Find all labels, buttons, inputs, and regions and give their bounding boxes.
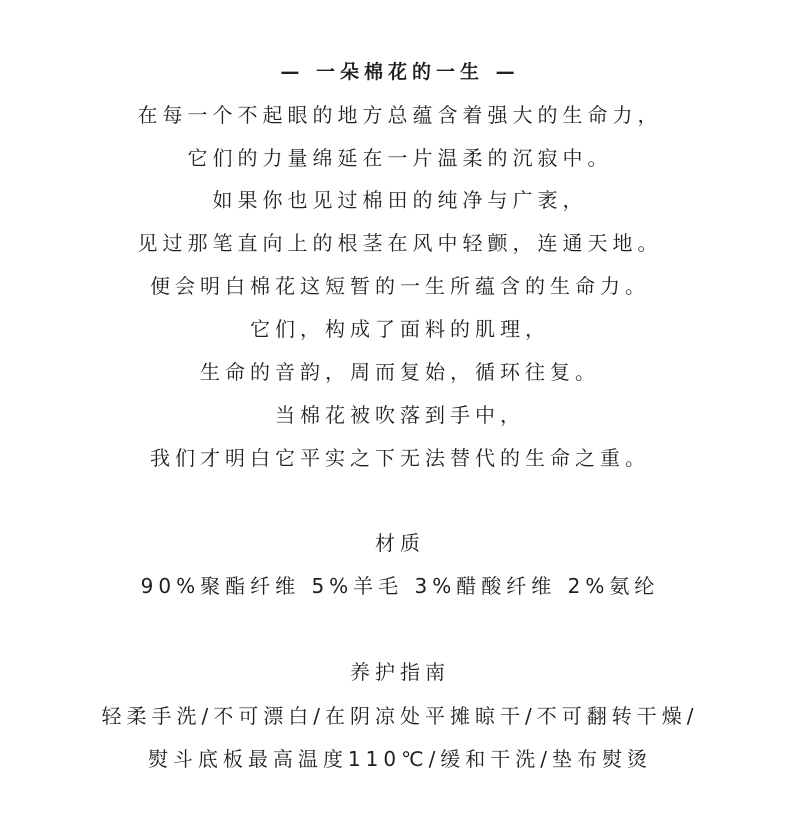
poem-line: 生命的音韵，周而复始，循环往复。 [200, 360, 600, 384]
poem-line: 我们才明白它平实之下无法替代的生命之重。 [150, 446, 650, 470]
care-line: 轻柔手洗/不可漂白/在阴凉处平摊晾干/不可翻转干燥/ [101, 704, 699, 728]
material-content: 90%聚酯纤维 5%羊毛 3%醋酸纤维 2%氨纶 [140, 574, 660, 598]
poem-line: 如果你也见过棉田的纯净与广袤， [212, 188, 588, 212]
poem-line: 在每一个不起眼的地方总蕴含着强大的生命力， [137, 103, 663, 127]
poem-line: 便会明白棉花这短暂的一生所蕴含的生命力。 [150, 274, 650, 298]
material-heading: 材质 [375, 531, 425, 555]
poem-line: 它们的力量绵延在一片温柔的沉寂中。 [187, 146, 613, 170]
poem-line: 当棉花被吹落到手中， [275, 403, 525, 427]
poem-line: 见过那笔直向上的根茎在风中轻颤，连通天地。 [137, 231, 663, 255]
poem-title: — 一朵棉花的一生 — [280, 61, 520, 83]
care-heading: 养护指南 [350, 660, 450, 684]
poem-line: 它们，构成了面料的肌理， [250, 317, 550, 341]
care-line: 熨斗底板最高温度110℃/缓和干洗/垫布熨烫 [147, 747, 653, 771]
